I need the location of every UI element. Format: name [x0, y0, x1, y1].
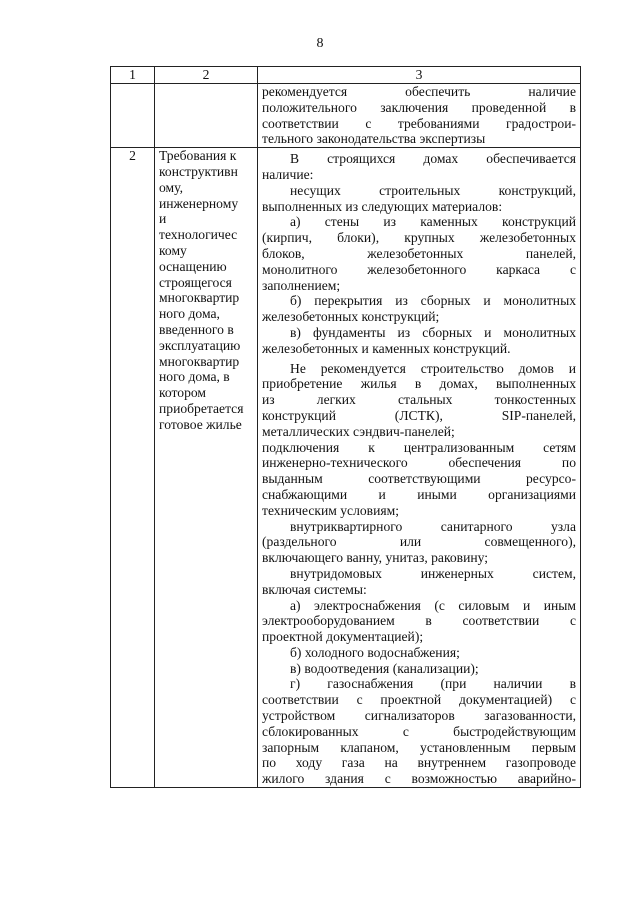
text-line: проектной документацией); [262, 629, 424, 645]
requirement-content [258, 148, 581, 788]
requirement-line: многоквартир [159, 353, 240, 369]
requirement-line: и [159, 211, 167, 227]
text-line: г) газоснабжения (при наличии в [290, 676, 576, 692]
text-line: железобетонных конструкций; [262, 309, 440, 325]
text-line: б) холодного водоснабжения; [290, 644, 460, 660]
text-line: конструкций (ЛСТК), SIP-панелей, [262, 407, 576, 423]
text-line: тельного законодательства экспертизы [262, 131, 486, 147]
text-line: а) стены из каменных конструкций [290, 214, 576, 230]
text-line: выданным соответствующими ресурсо- [262, 471, 576, 487]
requirement-line: многоквартир [159, 290, 240, 306]
column-header: 1 [111, 67, 155, 84]
requirement-line: ного дома, в [159, 369, 230, 385]
column-header: 3 [258, 67, 581, 84]
requirement-line: оснащению [159, 258, 227, 274]
text-line: инженерно-технического обеспечения по [262, 455, 576, 471]
text-line: положительного заключения проведенной в [262, 99, 576, 115]
text-line: из легких стальных тонкостенных [262, 392, 576, 408]
empty-cell [111, 84, 155, 148]
requirement-line: готовое жилье [159, 416, 242, 432]
text-line: включая системы: [262, 581, 367, 597]
requirement-line: котором [159, 385, 207, 401]
requirement-line: строящегося [159, 274, 232, 290]
text-line: В строящихся домах обеспечивается [290, 151, 576, 167]
requirement-line: эксплуатацию [159, 337, 241, 353]
table-header-row [111, 67, 581, 84]
text-line: подключения к централизованным сетям [262, 439, 576, 455]
text-line: б) перекрытия из сборных и монолитных [290, 293, 576, 309]
text-line: наличие: [262, 166, 314, 182]
text-line: (раздельного или совмещенного), [262, 534, 576, 550]
text-line: металлических сэндвич-панелей; [262, 423, 455, 439]
requirement-line: введенного в [159, 321, 234, 337]
requirement-line: Требования к [159, 148, 237, 164]
row-number: 2 [111, 148, 155, 788]
text-line: железобетонных и каменных конструкций. [262, 340, 511, 356]
text-line: соответствии с проектной документацией) с [262, 692, 576, 708]
text-line: электрооборудованием в соответствии с [262, 613, 576, 629]
text-line: внутриквартирного санитарного узла [290, 518, 576, 534]
text-line: блоков, железобетонных панелей, [262, 245, 576, 261]
page-number: 8 [316, 36, 324, 51]
text-line: снабжающими и иными организациями [262, 486, 576, 502]
requirement-line: приобретается [159, 400, 244, 416]
text-line: по ходу газа на внутреннем газопроводе [262, 755, 576, 771]
requirement-line: кому [159, 242, 187, 258]
requirement-line: конструктивн [159, 163, 238, 179]
text-line: в) фундаменты из сборных и монолитных [290, 324, 576, 340]
text-line: рекомендуется обеспечить наличие [262, 84, 576, 99]
text-line: внутридомовых инженерных систем, [290, 565, 576, 581]
text-line: сблокированных с быстродействующим [262, 723, 576, 739]
text-line: монолитного железобетонного каркаса с [262, 261, 576, 277]
text-line: в) водоотведения (канализации); [290, 660, 479, 676]
requirement-line: инженерному [159, 195, 239, 211]
requirement-title [155, 148, 258, 788]
requirement-line: ного дома, [159, 306, 220, 322]
text-line: техническим условиям; [262, 502, 399, 518]
text-line: несущих строительных конструкций, [290, 182, 576, 198]
text-line: (кирпич, блоки), крупных железобетонных [262, 230, 576, 246]
text-line: выполненных из следующих материалов: [262, 198, 503, 214]
requirement-line: ому, [159, 179, 183, 195]
text-line: включающего ванну, унитаз, раковину; [262, 550, 489, 566]
text-line: запорным клапаном, установленным первым [262, 739, 576, 755]
requirements-table [110, 66, 581, 788]
text-line: приобретение жилья в домах, выполненных [262, 376, 576, 392]
text-line: жилого здания с возможностью аварийно- [262, 771, 576, 787]
text-line: Не рекомендуется строительство домов и [290, 360, 576, 376]
continuation-text [258, 84, 581, 148]
empty-cell [155, 84, 258, 148]
text-line: заполнением; [262, 277, 341, 293]
continuation-row [111, 84, 581, 148]
text-line: устройством сигнализаторов загазованности, [262, 708, 576, 724]
table-row [111, 148, 581, 788]
text-line: соответствии с требованиями градострои- [262, 115, 576, 131]
column-header: 2 [155, 67, 258, 84]
requirement-line: технологичес [159, 227, 238, 243]
text-line: а) электроснабжения (с силовым и иным [290, 597, 576, 613]
